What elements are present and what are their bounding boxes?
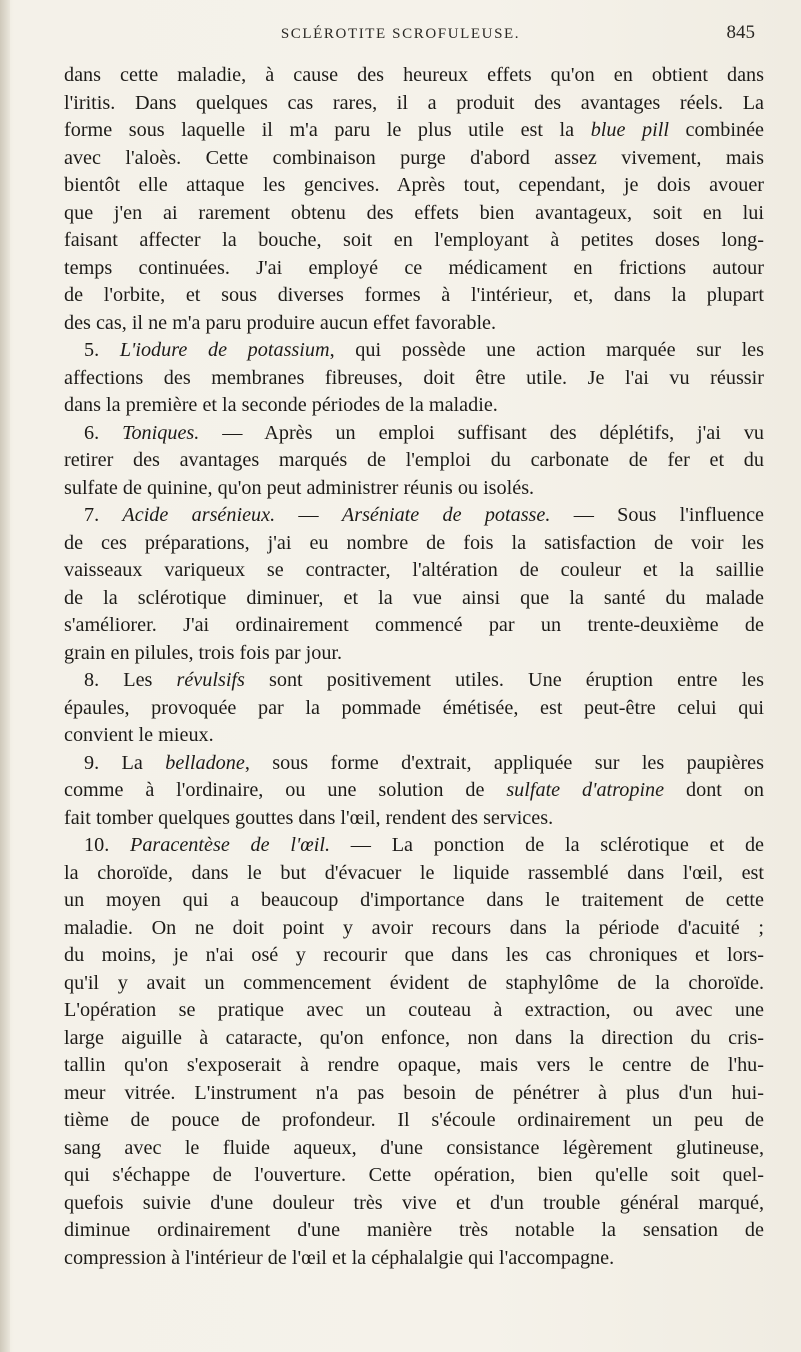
text-line: de la sclérotique diminuer, et la vue ainsi que la santé du malade xyxy=(64,586,764,609)
text-line: compression à l'intérieur de l'œil et la céphalalgie qui l'accompagne. xyxy=(64,1246,615,1269)
text-line: comme à l'ordinaire, ou une solution de sulfate d'atropine dont on xyxy=(64,779,765,801)
page-number: 845 xyxy=(726,22,755,43)
text-line: l'iritis. Dans quelques cas rares, il a produit des avantages réels. La xyxy=(64,91,764,114)
text-line: 8. Les révulsifs sont positivement utiles. Une éruption entre les xyxy=(84,669,764,691)
text-line: maladie. On ne doit point y avoir recours dans la période d'acuité ; xyxy=(64,916,764,939)
text-line: 9. La belladone, sous forme d'extrait, appliquée sur les paupières xyxy=(84,751,764,774)
text-line: 5. L'iodure de potassium, qui possède une action marquée sur les xyxy=(84,339,765,361)
text-line: affections des membranes fibreuses, doit être utile. Je l'ai vu réussir xyxy=(64,366,764,389)
text-line: des cas, il ne m'a paru produire aucun effet favorable. xyxy=(64,311,497,334)
text-line: de l'orbite, et sous diverses formes à l'intérieur, et, dans la plupart xyxy=(64,284,764,306)
text-line: diminue ordinairement d'une manière très notable la sensation de xyxy=(64,1219,764,1241)
text-line: dans cette maladie, à cause des heureux effets qu'on en obtient dans xyxy=(64,64,764,86)
text-line: large aiguille à cataracte, qu'on enfonce, non dans la direction du cris- xyxy=(64,1026,764,1049)
text-line: faisant affecter la bouche, soit en l'employant à petites doses long- xyxy=(64,229,764,251)
text-line: convient le mieux. xyxy=(64,724,214,746)
text-line: avec l'aloès. Cette combinaison purge d'abord assez vivement, mais xyxy=(64,146,764,169)
text-line: qui s'échappe de l'ouverture. Cette opération, bien qu'elle soit quel- xyxy=(64,1164,764,1186)
text-line: la choroïde, dans le but d'évacuer le liquide rassemblé dans l'œil, est xyxy=(64,861,764,884)
text-line: L'opération se pratique avec un couteau à extraction, ou avec une xyxy=(64,999,764,1021)
running-header xyxy=(0,22,801,48)
text-line: 6. Toniques. — Après un emploi suffisant des déplétifs, j'ai vu xyxy=(84,421,765,444)
text-line: retirer des avantages marqués de l'emploi du carbonate de fer et du xyxy=(64,449,764,471)
text-line: forme sous laquelle il m'a paru le plus utile est la blue pill combinée xyxy=(64,119,764,141)
text-line: tième de pouce de profondeur. Il s'écoule ordinairement un peu de xyxy=(64,1109,764,1131)
text-line: que j'en ai rarement obtenu des effets bien avantageux, soit en lui xyxy=(64,201,764,224)
text-line: qu'il y avait un commencement évident de staphylôme de la choroïde. xyxy=(64,971,764,994)
text-line: un moyen qui a beaucoup d'importance dans le traitement de cette xyxy=(64,889,764,911)
text-line: fait tomber quelques gouttes dans l'œil, rendent des services. xyxy=(64,806,554,829)
text-line: meur vitrée. L'instrument n'a pas besoin de pénétrer à plus d'un hui- xyxy=(64,1081,764,1104)
text-line: temps continuées. J'ai employé ce médicament en frictions autour xyxy=(64,256,764,279)
text-line: tallin qu'on s'exposerait à rendre opaque, mais vers le centre de l'hu- xyxy=(64,1054,764,1076)
text-line: sang avec le fluide aqueux, d'une consistance légèrement glutineuse, xyxy=(64,1136,764,1159)
text-line: vaisseaux variqueux se contracter, l'altération de couleur et la saillie xyxy=(64,559,764,581)
text-line: dans la première et la seconde périodes de la maladie. xyxy=(64,394,498,416)
text-line: grain en pilules, trois fois par jour. xyxy=(64,641,343,664)
text-line: 10. Paracentèse de l'œil. — La ponction de la sclérotique et de xyxy=(84,834,764,856)
text-line: du moins, je n'ai osé y recourir que dans les cas chroniques et lors- xyxy=(64,944,764,966)
body-text xyxy=(64,62,764,1272)
text-line: épaules, provoquée par la pommade émétisée, est peut-être celui qui xyxy=(64,696,764,719)
text-line: sulfate de quinine, qu'on peut administrer réunis ou isolés. xyxy=(64,476,535,499)
text-line: bientôt elle attaque les gencives. Après tout, cependant, je dois avouer xyxy=(64,174,764,196)
text-line: s'améliorer. J'ai ordinairement commencé par un trente-deuxième de xyxy=(64,614,764,636)
running-title: SCLÉROTITE SCROFULEUSE. xyxy=(280,26,521,42)
text-line: quefois suivie d'une douleur très vive et d'un trouble général marqué, xyxy=(64,1191,764,1214)
text-line: 7. Acide arsénieux. — Arséniate de potasse. — Sous l'influence xyxy=(84,504,765,526)
page-gutter-shadow xyxy=(0,0,10,1352)
text-line: de ces préparations, j'ai eu nombre de fois la satisfaction de voir les xyxy=(64,531,764,554)
